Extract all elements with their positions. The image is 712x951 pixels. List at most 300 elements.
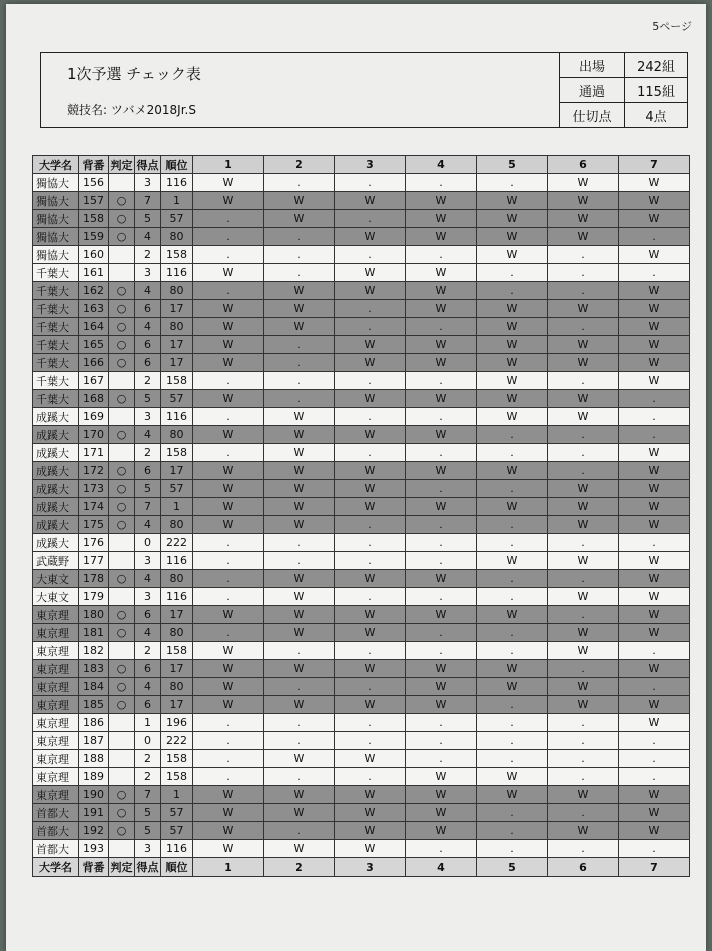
- judge-cell: .: [477, 174, 548, 192]
- judge-cell: W: [264, 570, 335, 588]
- university-cell: 東京理: [33, 786, 79, 804]
- points-cell: 3: [135, 840, 161, 858]
- judge-cell: .: [477, 696, 548, 714]
- judge-cell: W: [335, 462, 406, 480]
- bib-number-cell: 164: [79, 318, 109, 336]
- judge-cell: W: [406, 390, 477, 408]
- table-row: [33, 570, 690, 588]
- judge-cell: W: [548, 696, 619, 714]
- judge-cell: W: [193, 660, 264, 678]
- table-row: [33, 246, 690, 264]
- judge-cell: W: [619, 714, 690, 732]
- judge-cell: W: [619, 444, 690, 462]
- table-row: [33, 642, 690, 660]
- university-cell: 東京理: [33, 606, 79, 624]
- pass-mark-cell: ○: [109, 210, 135, 228]
- pass-mark-cell: ○: [109, 192, 135, 210]
- pass-mark-cell: [109, 768, 135, 786]
- university-cell: 千葉大: [33, 372, 79, 390]
- judge-cell: W: [335, 282, 406, 300]
- judge-cell: W: [406, 786, 477, 804]
- judge-cell: W: [264, 408, 335, 426]
- rank-cell: 17: [161, 606, 193, 624]
- judge-cell: W: [335, 570, 406, 588]
- bib-number-cell: 179: [79, 588, 109, 606]
- bib-number-cell: 157: [79, 192, 109, 210]
- university-cell: 成蹊大: [33, 444, 79, 462]
- check-table: [32, 155, 690, 877]
- bib-number-cell: 187: [79, 732, 109, 750]
- judge-cell: W: [335, 336, 406, 354]
- competition-name: 競技名: ツバメ2018Jr.S: [67, 103, 196, 117]
- judge-cell: W: [477, 678, 548, 696]
- bib-number-cell: 160: [79, 246, 109, 264]
- bib-number-cell: 188: [79, 750, 109, 768]
- judge-cell: W: [619, 570, 690, 588]
- bib-number-cell: 168: [79, 390, 109, 408]
- judge-cell: W: [406, 426, 477, 444]
- judge-cell: W: [264, 606, 335, 624]
- points-cell: 3: [135, 552, 161, 570]
- bib-number-cell: 165: [79, 336, 109, 354]
- judge-cell: .: [477, 282, 548, 300]
- stat-row-entries: [560, 53, 688, 78]
- pass-mark-cell: ○: [109, 498, 135, 516]
- column-header: 4: [406, 858, 477, 877]
- judge-cell: .: [619, 840, 690, 858]
- judge-cell: W: [264, 462, 335, 480]
- judge-cell: .: [619, 390, 690, 408]
- judge-cell: .: [477, 264, 548, 282]
- university-cell: 首都大: [33, 804, 79, 822]
- points-cell: 6: [135, 462, 161, 480]
- rank-cell: 17: [161, 462, 193, 480]
- stat-value: 4点: [625, 103, 687, 128]
- judge-cell: W: [406, 336, 477, 354]
- points-cell: 4: [135, 426, 161, 444]
- judge-cell: W: [477, 300, 548, 318]
- table-row: [33, 696, 690, 714]
- judge-cell: W: [264, 498, 335, 516]
- judge-cell: .: [477, 588, 548, 606]
- column-header: 1: [193, 156, 264, 174]
- bib-number-cell: 174: [79, 498, 109, 516]
- judge-cell: .: [548, 246, 619, 264]
- judge-cell: W: [548, 642, 619, 660]
- judge-cell: W: [548, 678, 619, 696]
- judge-cell: W: [193, 426, 264, 444]
- judge-cell: .: [548, 570, 619, 588]
- pass-mark-cell: ○: [109, 660, 135, 678]
- column-header: 判定: [109, 156, 135, 174]
- judge-cell: W: [619, 174, 690, 192]
- table-row: [33, 318, 690, 336]
- judge-cell: W: [548, 498, 619, 516]
- judge-cell: .: [193, 750, 264, 768]
- points-cell: 3: [135, 408, 161, 426]
- points-cell: 2: [135, 750, 161, 768]
- judge-cell: W: [619, 624, 690, 642]
- judge-cell: W: [477, 336, 548, 354]
- table-row: [33, 336, 690, 354]
- judge-cell: W: [477, 246, 548, 264]
- judge-cell: .: [193, 588, 264, 606]
- judge-cell: W: [477, 390, 548, 408]
- judge-cell: .: [193, 282, 264, 300]
- judge-cell: .: [335, 444, 406, 462]
- judge-cell: W: [406, 462, 477, 480]
- judge-cell: .: [619, 768, 690, 786]
- judge-cell: W: [406, 606, 477, 624]
- judge-cell: .: [335, 768, 406, 786]
- judge-cell: W: [193, 174, 264, 192]
- bib-number-cell: 182: [79, 642, 109, 660]
- judge-cell: .: [477, 570, 548, 588]
- judge-cell: .: [406, 750, 477, 768]
- table-row: [33, 354, 690, 372]
- judge-cell: .: [335, 732, 406, 750]
- rank-cell: 80: [161, 570, 193, 588]
- judge-cell: .: [335, 642, 406, 660]
- pass-mark-cell: [109, 840, 135, 858]
- points-cell: 2: [135, 444, 161, 462]
- judge-cell: .: [193, 534, 264, 552]
- judge-cell: .: [619, 228, 690, 246]
- rank-cell: 116: [161, 264, 193, 282]
- points-cell: 3: [135, 174, 161, 192]
- university-cell: 東京理: [33, 642, 79, 660]
- bib-number-cell: 159: [79, 228, 109, 246]
- judge-cell: .: [548, 804, 619, 822]
- rank-cell: 57: [161, 804, 193, 822]
- judge-cell: W: [335, 822, 406, 840]
- bib-number-cell: 176: [79, 534, 109, 552]
- points-cell: 6: [135, 696, 161, 714]
- judge-cell: .: [193, 246, 264, 264]
- judge-cell: .: [406, 174, 477, 192]
- judge-cell: .: [264, 714, 335, 732]
- pass-mark-cell: [109, 552, 135, 570]
- bib-number-cell: 189: [79, 768, 109, 786]
- judge-cell: .: [477, 732, 548, 750]
- bib-number-cell: 193: [79, 840, 109, 858]
- points-cell: 2: [135, 246, 161, 264]
- rank-cell: 158: [161, 372, 193, 390]
- pass-mark-cell: ○: [109, 354, 135, 372]
- column-header: 判定: [109, 858, 135, 877]
- table-header-row: [33, 156, 690, 174]
- points-cell: 0: [135, 534, 161, 552]
- judge-cell: W: [619, 282, 690, 300]
- column-header: 得点: [135, 858, 161, 877]
- judge-cell: .: [264, 336, 335, 354]
- pass-mark-cell: [109, 444, 135, 462]
- table-row: [33, 300, 690, 318]
- university-cell: 大東文: [33, 570, 79, 588]
- rank-cell: 80: [161, 624, 193, 642]
- judge-cell: .: [335, 210, 406, 228]
- bib-number-cell: 161: [79, 264, 109, 282]
- table-row: [33, 732, 690, 750]
- judge-cell: .: [406, 588, 477, 606]
- judge-cell: W: [548, 408, 619, 426]
- judge-cell: .: [477, 804, 548, 822]
- judge-cell: W: [193, 390, 264, 408]
- column-header: 得点: [135, 156, 161, 174]
- judge-cell: .: [193, 570, 264, 588]
- judge-cell: .: [406, 552, 477, 570]
- judge-cell: W: [619, 552, 690, 570]
- stat-value: 242組: [625, 53, 687, 78]
- summary-stats-table: [559, 53, 687, 127]
- table-row: [33, 444, 690, 462]
- judge-cell: W: [406, 228, 477, 246]
- judge-cell: W: [193, 264, 264, 282]
- stat-row-cutoff: [560, 103, 688, 128]
- table-row: [33, 768, 690, 786]
- university-cell: 獨協大: [33, 174, 79, 192]
- points-cell: 5: [135, 804, 161, 822]
- judge-cell: .: [335, 516, 406, 534]
- rank-cell: 1: [161, 192, 193, 210]
- judge-cell: W: [335, 264, 406, 282]
- university-cell: 成蹊大: [33, 516, 79, 534]
- university-cell: 獨協大: [33, 192, 79, 210]
- table-row: [33, 804, 690, 822]
- judge-cell: W: [477, 192, 548, 210]
- bib-number-cell: 172: [79, 462, 109, 480]
- judge-cell: .: [406, 444, 477, 462]
- judge-cell: .: [477, 480, 548, 498]
- rank-cell: 57: [161, 210, 193, 228]
- points-cell: 5: [135, 210, 161, 228]
- judge-cell: .: [406, 714, 477, 732]
- pass-mark-cell: ○: [109, 696, 135, 714]
- pass-mark-cell: ○: [109, 228, 135, 246]
- judge-cell: .: [335, 246, 406, 264]
- pass-mark-cell: [109, 642, 135, 660]
- stat-label: 出場: [560, 53, 625, 78]
- judge-cell: .: [406, 732, 477, 750]
- judge-cell: W: [335, 840, 406, 858]
- points-cell: 0: [135, 732, 161, 750]
- judge-cell: W: [193, 336, 264, 354]
- university-cell: 東京理: [33, 768, 79, 786]
- judge-cell: W: [619, 498, 690, 516]
- points-cell: 2: [135, 768, 161, 786]
- judge-cell: W: [264, 588, 335, 606]
- judge-cell: W: [406, 300, 477, 318]
- table-row: [33, 822, 690, 840]
- table-row: [33, 210, 690, 228]
- judge-cell: .: [548, 534, 619, 552]
- bib-number-cell: 171: [79, 444, 109, 462]
- rank-cell: 80: [161, 282, 193, 300]
- judge-cell: W: [193, 804, 264, 822]
- judge-cell: .: [406, 516, 477, 534]
- judge-cell: W: [264, 426, 335, 444]
- judge-cell: .: [619, 678, 690, 696]
- judge-cell: .: [335, 534, 406, 552]
- judge-cell: W: [619, 606, 690, 624]
- judge-cell: .: [264, 552, 335, 570]
- table-row: [33, 480, 690, 498]
- pass-mark-cell: ○: [109, 606, 135, 624]
- column-header: 背番: [79, 156, 109, 174]
- judge-cell: W: [619, 372, 690, 390]
- judge-cell: .: [335, 408, 406, 426]
- judge-cell: W: [264, 804, 335, 822]
- table-row: [33, 498, 690, 516]
- points-cell: 4: [135, 570, 161, 588]
- judge-cell: .: [548, 714, 619, 732]
- judge-cell: .: [548, 660, 619, 678]
- pass-mark-cell: [109, 246, 135, 264]
- judge-cell: W: [193, 642, 264, 660]
- judge-cell: W: [406, 264, 477, 282]
- points-cell: 6: [135, 354, 161, 372]
- points-cell: 2: [135, 642, 161, 660]
- pass-mark-cell: ○: [109, 282, 135, 300]
- rank-cell: 1: [161, 786, 193, 804]
- points-cell: 1: [135, 714, 161, 732]
- judge-cell: .: [406, 840, 477, 858]
- judge-cell: .: [335, 174, 406, 192]
- bib-number-cell: 191: [79, 804, 109, 822]
- rank-cell: 80: [161, 318, 193, 336]
- stat-row-passed: [560, 78, 688, 103]
- judge-cell: W: [548, 228, 619, 246]
- judge-cell: W: [193, 840, 264, 858]
- table-row: [33, 678, 690, 696]
- judge-cell: .: [193, 624, 264, 642]
- pass-mark-cell: ○: [109, 462, 135, 480]
- column-header: 4: [406, 156, 477, 174]
- judge-cell: .: [264, 822, 335, 840]
- judge-cell: W: [619, 822, 690, 840]
- judge-cell: .: [193, 228, 264, 246]
- points-cell: 2: [135, 372, 161, 390]
- pass-mark-cell: ○: [109, 570, 135, 588]
- judge-cell: W: [548, 786, 619, 804]
- university-cell: 成蹊大: [33, 408, 79, 426]
- pass-mark-cell: ○: [109, 786, 135, 804]
- judge-cell: W: [193, 786, 264, 804]
- judge-cell: .: [406, 372, 477, 390]
- judge-cell: .: [406, 480, 477, 498]
- judge-cell: W: [548, 480, 619, 498]
- judge-cell: W: [335, 426, 406, 444]
- judge-cell: .: [264, 264, 335, 282]
- column-header: 6: [548, 858, 619, 877]
- points-cell: 6: [135, 300, 161, 318]
- pass-mark-cell: [109, 588, 135, 606]
- judge-cell: .: [264, 534, 335, 552]
- judge-cell: .: [335, 678, 406, 696]
- judge-cell: W: [406, 498, 477, 516]
- judge-cell: .: [619, 642, 690, 660]
- table-row: [33, 174, 690, 192]
- judge-cell: W: [335, 804, 406, 822]
- judge-cell: .: [193, 408, 264, 426]
- bib-number-cell: 170: [79, 426, 109, 444]
- judge-cell: W: [264, 300, 335, 318]
- points-cell: 5: [135, 390, 161, 408]
- points-cell: 4: [135, 228, 161, 246]
- points-cell: 6: [135, 336, 161, 354]
- bib-number-cell: 162: [79, 282, 109, 300]
- column-header: 5: [477, 858, 548, 877]
- university-cell: 獨協大: [33, 246, 79, 264]
- judge-cell: W: [548, 174, 619, 192]
- points-cell: 6: [135, 660, 161, 678]
- judge-cell: .: [477, 750, 548, 768]
- judge-cell: .: [619, 732, 690, 750]
- judge-cell: .: [548, 840, 619, 858]
- judge-cell: W: [548, 552, 619, 570]
- rank-cell: 17: [161, 336, 193, 354]
- judge-cell: W: [193, 462, 264, 480]
- judge-cell: W: [335, 192, 406, 210]
- judge-cell: W: [193, 498, 264, 516]
- bib-number-cell: 175: [79, 516, 109, 534]
- judge-cell: W: [406, 678, 477, 696]
- judge-cell: W: [406, 660, 477, 678]
- points-cell: 7: [135, 786, 161, 804]
- column-header: 1: [193, 858, 264, 877]
- judge-cell: W: [193, 822, 264, 840]
- judge-cell: .: [264, 228, 335, 246]
- judge-cell: .: [477, 642, 548, 660]
- judge-cell: W: [335, 354, 406, 372]
- table-row: [33, 660, 690, 678]
- rank-cell: 158: [161, 768, 193, 786]
- university-cell: 大東文: [33, 588, 79, 606]
- judge-cell: W: [477, 768, 548, 786]
- judge-cell: .: [477, 624, 548, 642]
- judge-cell: W: [193, 354, 264, 372]
- points-cell: 7: [135, 498, 161, 516]
- judge-cell: W: [619, 660, 690, 678]
- judge-cell: W: [619, 300, 690, 318]
- judge-cell: W: [477, 228, 548, 246]
- bib-number-cell: 192: [79, 822, 109, 840]
- judge-cell: W: [548, 516, 619, 534]
- judge-cell: W: [264, 480, 335, 498]
- pass-mark-cell: ○: [109, 390, 135, 408]
- judge-cell: W: [619, 804, 690, 822]
- judge-cell: W: [477, 606, 548, 624]
- rank-cell: 158: [161, 642, 193, 660]
- rank-cell: 80: [161, 516, 193, 534]
- judge-cell: .: [335, 318, 406, 336]
- column-header: 順位: [161, 858, 193, 877]
- university-cell: 成蹊大: [33, 480, 79, 498]
- university-cell: 成蹊大: [33, 462, 79, 480]
- university-cell: 東京理: [33, 624, 79, 642]
- bib-number-cell: 184: [79, 678, 109, 696]
- column-header: 7: [619, 858, 690, 877]
- table-row: [33, 624, 690, 642]
- rank-cell: 222: [161, 732, 193, 750]
- judge-cell: .: [264, 732, 335, 750]
- judge-cell: W: [548, 300, 619, 318]
- judge-cell: W: [477, 372, 548, 390]
- university-cell: 東京理: [33, 660, 79, 678]
- judge-cell: .: [264, 642, 335, 660]
- judge-cell: .: [548, 426, 619, 444]
- judge-cell: W: [335, 750, 406, 768]
